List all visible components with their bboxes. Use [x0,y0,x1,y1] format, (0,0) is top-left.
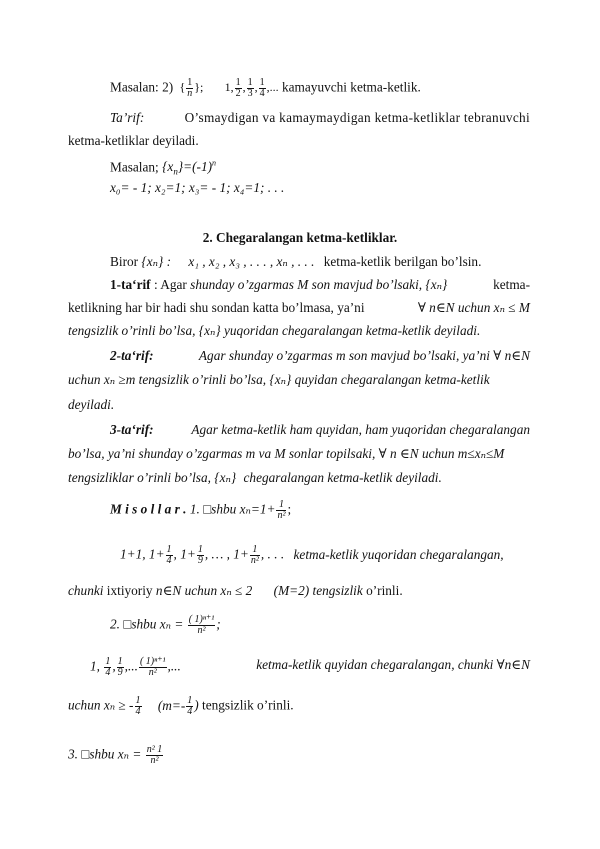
set-formula: { $\frac{1}{n}$ }; [179,77,204,99]
tarif-line-1 [110,110,530,126]
example-2-line [110,78,421,99]
def3-text-b: chegaralangan ketma-ketlik deyiladi. [243,470,442,485]
ex1-seq-text: ketma-ketlik yuqoridan chegaralangan, [293,546,504,562]
intro-terms: x₁ , x₂ , x₃ , . . . , xₙ , . . . [188,254,315,269]
ex2-sequence-line: 1, $\frac{1}{4}$ , $\frac{1}{9}$ ,... $\frac{\text{( 1)ⁿ⁺¹}}{\text{n²}}$ ,... ketma-ketlik quyidan chegaralangan, chunki ∀n∈N [90,656,530,678]
tarif-line-2: ketma-ketliklar deyiladi. [68,133,199,148]
ex1-sequence-line: 1+1, 1+ $\frac{1}{4}$ , 1+ $\frac{1}{9}$ , … , 1+ $\frac{1}{\text{n²}}$ , . . . ketma-ketlik yuqoridan chegaralangan, [120,544,504,566]
def1-line-2 [68,300,530,316]
def1-text-c: ketma- [493,277,530,292]
def1-text-d: ketlikning har bir hadi shu sondan katta bo’lmasa, ya’ni [68,300,365,315]
sequence-formula: 1, $\frac{1}{2}$ , $\frac{1}{3}$ , $\frac{1}{4}$ ,... [224,77,279,99]
ex3-formula-line: 3. □shbu xₙ = $\frac{\text{n² 1}}{\text{n²}}$ [68,744,163,766]
def3-label: 3-ta‘rif: [110,422,154,437]
example-label: Masalan: 2) [110,79,174,95]
ex2-text: ketma-ketlik quyidan chegaralangan, chunki ∀n∈N [256,657,530,672]
ex2-condition-line: uchun xₙ ≥ - $\frac{1}{4}$ (m=- $\frac{1}{4}$ ) tengsizlik o’rinli. [68,695,294,717]
example-3-line: Masalan; $\{x_n\}=(-1)^n$ [110,159,217,178]
example-label: Masalan; [110,159,159,175]
def1-condition: ∀ n∈N uchun xₙ ≤ M [417,300,530,315]
intro-seq: {xₙ} : [141,254,172,269]
intro-line [110,254,481,270]
def1-line-3: tengsizlik o’rinli bo’lsa, {xₙ} yuqoridan chegaralangan ketma-ketlik deyiladi. [68,323,481,338]
def2-line-2: uchun xₙ ≥m tengsizlik o’rinli bo’lsa, {xₙ} quyidan chegaralangan ketma-ketlik [68,372,490,387]
intro-prefix: Biror [110,254,139,269]
tarif-label: Ta’rif: [110,110,145,125]
intro-suffix: ketma-ketlik berilgan bo’lsin. [323,254,482,269]
def1-text-a: : Agar [153,277,187,292]
def2-line-1 [110,348,530,364]
def3-line-2: bo’lsa, ya’ni shunday o’zgarmas m va M sonlar topilsaki, ∀ n ∈N uchun m≤xₙ≤M [68,446,505,461]
tarif-text: O’smaydigan va kamaymaydigan ketma-ketliklar tebranuvchi [184,110,530,125]
def2-label: 2-ta‘rif: [110,348,154,363]
def2-line-3: deyiladi. [68,397,115,412]
def1-label: 1-ta‘rif [110,277,151,292]
example-3-values: x₀= - 1; x₂=1; x₃= - 1; x₄=1; . . . [110,180,285,195]
section-title: 2. Chegaralangan ketma-ketliklar. [202,230,398,245]
ex2-formula-line: 2. □shbu xₙ = $\frac{\text{( 1)ⁿ⁺¹}}{\text{n²}}$ ; [110,614,221,636]
examples-line: M i s o l l a r . 1. □shbu xₙ=1+ $\frac{1}{\text{n²}}$ ; [110,499,292,521]
examples-heading: M i s o l l a r . [110,501,187,517]
ex1-prefix: 1. □shbu xₙ=1+ [189,501,276,517]
ex1-because-line: chunki ixtiyoriy n∈N uchun xₙ ≤ 2 (M=2) tengsizlik o’rinli. [68,583,403,598]
def3-line-3 [68,470,442,486]
def3-line-1 [110,422,530,438]
def1-text-b: shunday o’zgarmas M son mavjud bo’lsaki, {xₙ} [190,277,448,292]
example-2-text: kamayuvchi ketma-ketlik. [282,79,421,95]
def2-text: Agar shunday o’zgarmas m son mavjud bo’lsaki, ya’ni ∀ n∈N [198,348,530,363]
def1-line-1 [110,277,530,293]
def3-text-a: tengsizliklar o’rinli bo’lsa, {xₙ} [68,470,237,485]
def3-text: Agar ketma-ketlik ham quyidan, ham yuqoridan chegaralangan [191,422,530,437]
